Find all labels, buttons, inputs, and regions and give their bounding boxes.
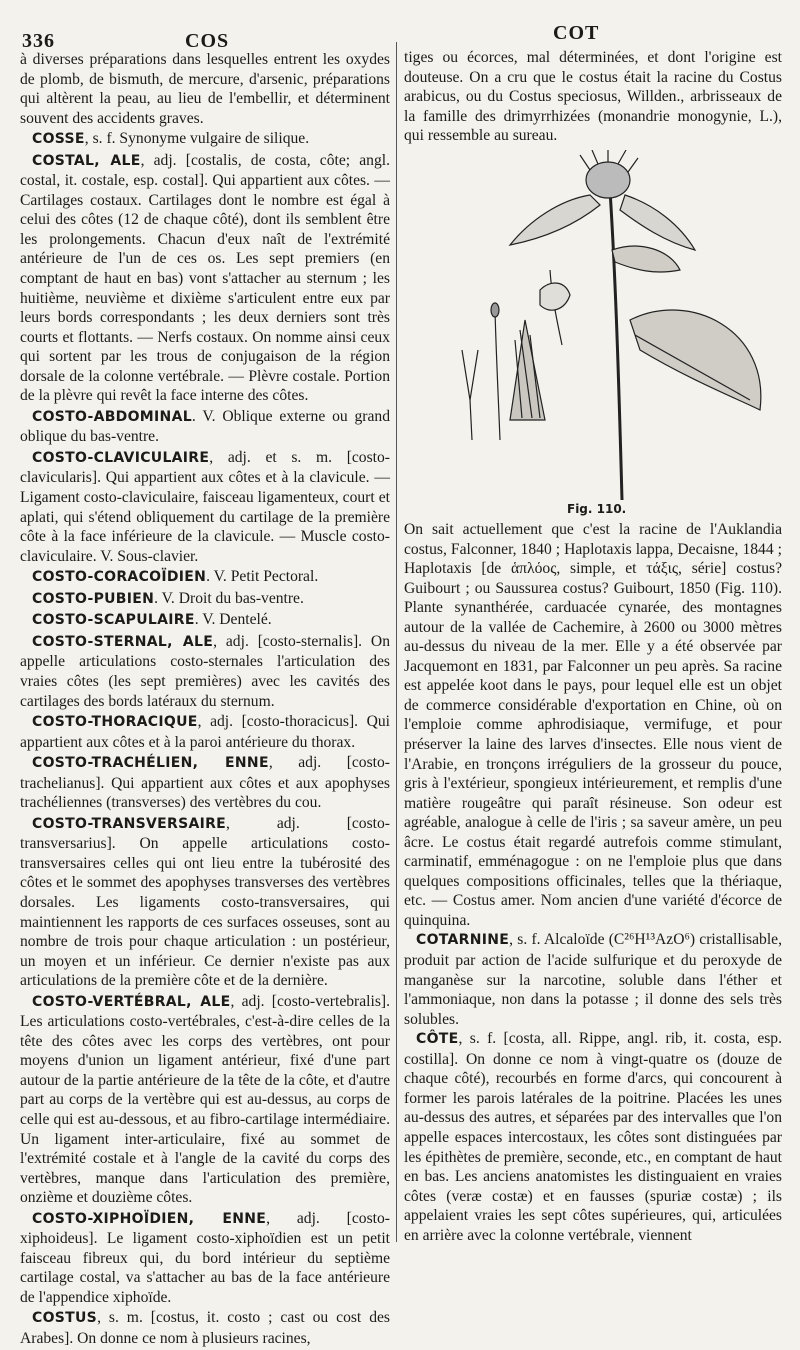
definition: , adj. [costo-sternalis]. On appelle articulations costo-sternales l'articulation des vraies côtes (les sept premières) avec les cavités des cartilages des bords latéraux du sternum.	[20, 632, 390, 710]
stem	[610, 190, 622, 500]
entry-continuation: à diverses préparations dans lesquelles entrent les oxydes de plomb, de bismuth, de mercure, d'arsenic, préparations qui altèrent la peau, au lieu de l'embellir, et déterminent souvent des accidents graves.	[20, 51, 390, 127]
entry-costus	[20, 1308, 390, 1348]
headword: COSTO-THORACIQUE	[32, 714, 198, 731]
headword: COSTO-SCAPULAIRE	[32, 612, 195, 629]
definition: . V. Droit du bas-ventre.	[154, 589, 304, 607]
right-running-head: COT	[553, 22, 600, 44]
definition: . V. Dentelé.	[194, 611, 272, 629]
right-column-bottom	[404, 520, 782, 1245]
entry-costo-sternal	[20, 632, 390, 711]
entry-cotarnine	[404, 930, 782, 1029]
definition: , s. f. [costa, all. Rippe, angl. rib, it. costa, esp. costilla]. On donne ce nom à vingt-quatre os (douze de chaque côté), recourbés en forme d'arcs, qui concourent à former les parois latérales de la poitrine. Placées les unes au-dessus des autres, et séparées par des intervalles que l'on appelle espaces intercostaux, les côtes sont distinguées par les épithètes de première, seconde, etc., en comptant de haut en bas. Les anciens anatomistes les distinguaient en vraies côtes (veræ costæ) et en fausses (spuriæ costæ) ; ils appelaient vraies les sept côtes supérieures, qui, articulées en arrière avec la colonne vertébrale, viennent	[404, 1030, 782, 1244]
definition: , adj. [costalis, de costa, côte; angl. costal, it. costale, esp. costal]. Qui appartient aux côtes. — Cartilages costaux. Cartilages dont le nombre est égal à celui des côtes (12 de chaque côté), dont ils semblent être les prolongements. Chacun d'eux naît de l'extrémité antérieure de l'un de ces os. Les sept premiers (en comptant de haut en bas) vont s'attacher au sternum ; les huitième, neuvième et dixième s'articulent entre eux par leurs bords correspondants ; les deux derniers sont très courts et flottants. — Nerfs costaux. On nomme ainsi ceux qui sortent par les trous de conjugaison de la région dorsale de la colonne vertébrale. — Plèvre costale. Portion de la plèvre qui revêt la face interne des côtes.	[20, 151, 390, 405]
definition: , adj. [costo-xiphoideus]. Le ligament costo-xiphoïdien est un petit faisceau fibreux qui, du bord intérieur du septième cartilage costal, va s'attacher au bas de la face antérieure de l'appendice xiphoïde.	[20, 1209, 390, 1306]
headword: COSTO-XIPHOÏDIEN, ENNE	[32, 1210, 267, 1227]
definition: , adj. [costo-vertebralis]. Les articulations costo-vertébrales, c'est-à-dire celles de la tête des côtes avec les corps des vertèbres, ont pour moyens d'union un ligament antérieur, fixé d'une part autour de la partie antérieure de la tête de la côte, et d'autre part au corps de la vertèbre qui est au-dessus, au corps de celle qui est au-dessous, et au fibro-cartilage intermédiaire. Un ligament inter-articulaire, fixé au sommet de l'extrémité costale et à l'angle de la cavité du corps des vertèbres, manque dans l'articulation des première, onzième et douzième côtes.	[20, 992, 390, 1207]
right-column-top	[404, 48, 782, 147]
bract-leaf	[620, 195, 695, 250]
figure-caption: Fig. 110.	[567, 502, 627, 516]
definition: , s. f. Synonyme vulgaire de silique.	[84, 130, 310, 148]
left-running-head: COS	[185, 30, 230, 52]
headword: COSTUS	[32, 1310, 98, 1327]
entry-costo-abdominal	[20, 407, 390, 447]
entry-costo-claviculaire	[20, 448, 390, 566]
column-divider	[396, 42, 397, 1242]
page-number: 336	[22, 30, 55, 52]
headword: COSTAL, ALE	[32, 152, 141, 169]
plant-illustration	[440, 150, 780, 510]
headword: COSTO-CLAVICULAIRE	[32, 449, 210, 466]
definition: , s. m. [costus, it. costo ; cast ou cost des Arabes]. On donne ce nom à plusieurs racines,	[20, 1309, 390, 1347]
entry-costal	[20, 151, 390, 406]
entry-costo-coracoidien	[20, 567, 390, 588]
costus-continuation: tiges ou écorces, mal déterminées, et dont l'origine est douteuse. On a cru que le costus était la racine du Costus arabicus, ou du Costus speciosus, Willden., arbrisseaux de la famille des drimyrrhizées (monandrie monogynie, L.), qui ressemble au sureau.	[404, 49, 782, 145]
left-column	[20, 50, 390, 1350]
definition: . V. Oblique externe ou grand oblique du bas-ventre.	[20, 407, 390, 446]
headword: COSTO-CORACOÏDIEN	[32, 569, 207, 586]
costus-species-paragraph: On sait actuellement que c'est la racine de l'Auklandia costus, Falconner, 1840 ; Haplotaxis lappa, Decaisne, 1844 ; Haplotaxis [de ἁπλόος, simple, et τάξις, série] costus? Guibourt ; ou Saussurea costus? Guibourt, 1850 (Fig. 110). Plante synanthérée, carduacée cynarée, des montagnes autour de la vallée de Cachemire, à 2600 ou 3000 mètres au-dessus du niveau de la mer. Elle y a été observée par Jacquemont en 1831, par Falconner un peu après. Sa racine est appelée koot dans le pays, pour lequel elle est un objet de commerce considérable d'exportation en Chine, où on l'emploie comme aphrodisiaque, vermifuge, et pour préserver la laine des larves d'insectes. Elle nous vient de l'Arabie, en tronçons irréguliers de la grosseur du pouce, gris à l'extérieur, spongieux intérieurement, et remplis d'une matière rougeâtre qui paraît résineuse. Son odeur est agréable, analogue à celle de l'iris ; sa saveur amère, un peu âcre. Le costus était regardé autrefois comme stimulant, carminatif, emménagogue : on ne l'emploie plus que dans quelques compositions officinales, telles que la thériaque, etc. — Costus amer. Nom ancien d'une variété d'écorce de quinquina.	[404, 521, 782, 929]
floret-cone	[510, 320, 545, 420]
bract-leaf	[510, 195, 600, 245]
headword: COTARNINE	[416, 932, 510, 949]
entry-costo-thoracique	[20, 712, 390, 752]
headword: COSTO-PUBIEN	[32, 590, 155, 607]
entry-costo-xiphoidien	[20, 1209, 390, 1308]
entry-costo-transversaire	[20, 814, 390, 991]
headword: COSTO-ABDOMINAL	[32, 408, 192, 425]
headword: COSTO-VERTÉBRAL, ALE	[32, 993, 231, 1010]
headword: COSTO-TRANSVERSAIRE	[32, 815, 227, 832]
entry-costo-pubien	[20, 589, 390, 610]
definition: , adj. [costo-thoracicus]. Qui appartient aux côtes et à la paroi antérieure du thorax.	[20, 713, 390, 751]
entry-cosse	[20, 129, 390, 150]
headword: CÔTE	[416, 1031, 459, 1048]
flower-head	[586, 162, 630, 198]
headword: COSSE	[32, 131, 85, 148]
headword: COSTO-STERNAL, ALE	[32, 633, 214, 650]
leaf	[612, 246, 680, 272]
headword: COSTO-TRACHÉLIEN, ENNE	[32, 755, 269, 772]
entry-costo-vertebral	[20, 992, 390, 1208]
definition: . V. Petit Pectoral.	[206, 568, 319, 586]
definition: , adj. [costo-transversarius]. On appelle articulations costo-transversaires celles qui ont lieu entre la tubérosité des côtes et le sommet des apophyses transverses des vertèbres dorsales. Les ligaments costo-transversaires, qui maintiennent les rapports de ces surfaces osseuses, sont au nombre de trois pour chaque articulation : un postérieur, un moyen et un inférieur. Ce dernier n'existe pas aux articulations de la première côte et de la dernière.	[20, 814, 390, 990]
entry-costo-scapulaire	[20, 610, 390, 631]
entry-cote	[404, 1029, 782, 1245]
definition: , adj. et s. m. [costo-clavicularis]. Qui appartient aux côtes et à la clavicule. — Ligament costo-claviculaire, faisceau ligamenteux, court et aplati, qui s'étend obliquement du cartilage de la première côte à la face inférieure de la clavicule. — Muscle costo-claviculaire. V. Sous-clavier.	[20, 448, 390, 565]
floret	[540, 283, 570, 310]
entry-costo-trachelien	[20, 753, 390, 813]
definition: , adj. [costo-trachelianus]. Qui appartient aux côtes et aux apophyses trachéliennes (transverses) des vertèbres du cou.	[20, 754, 390, 812]
definition: , s. f. Alcaloïde (C²⁶H¹³AzO⁶) cristallisable, produit par action de l'acide sulfurique et du peroxyde de manganèse sur la narcotine, soluble dans l'éther et l'ammoniaque, non dans la potasse ; il donne des sels très solubles.	[404, 931, 782, 1028]
